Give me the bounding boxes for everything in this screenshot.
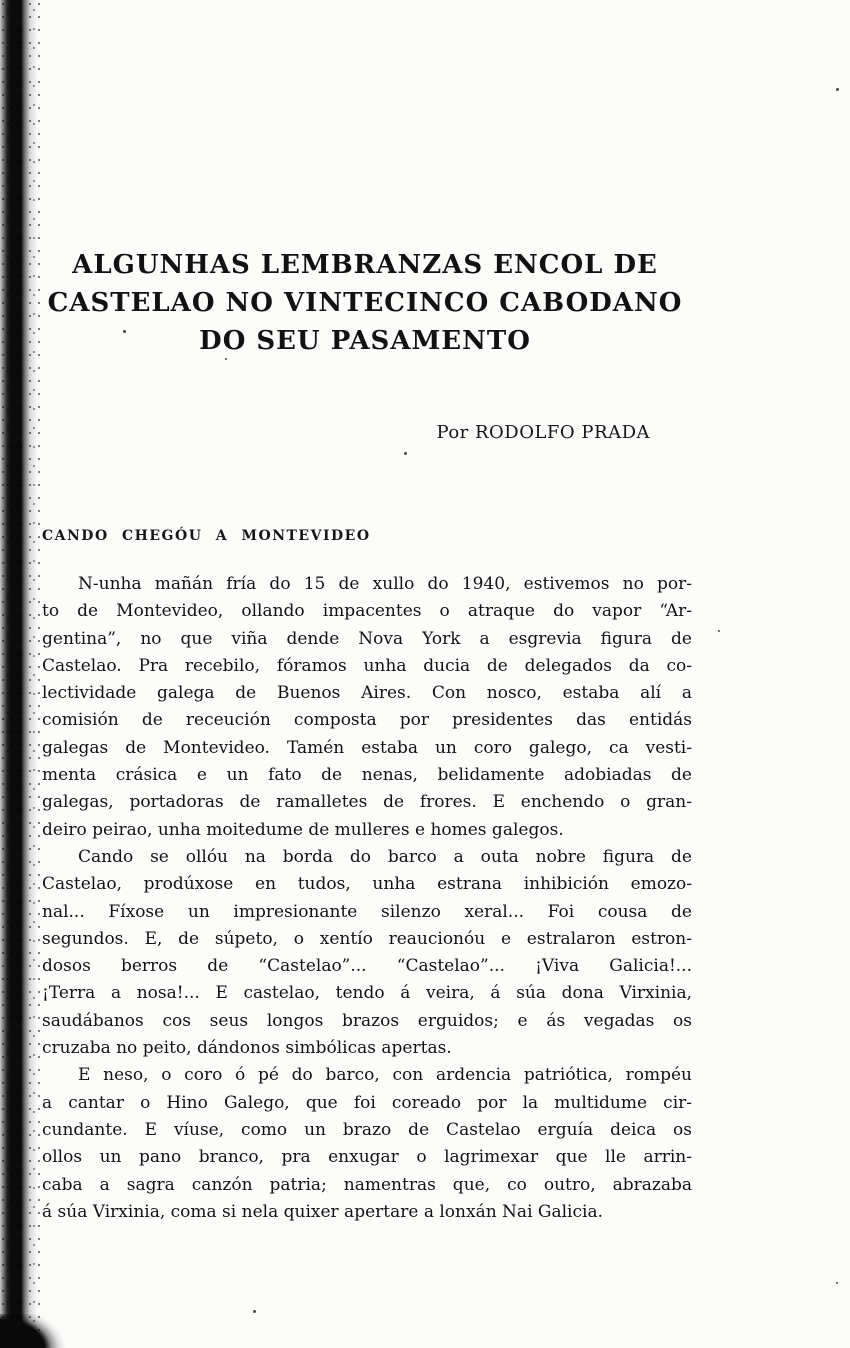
scan-speck [253,1310,256,1313]
text-line: dosos berros de “Castelao”... “Castelao”... ¡Viva Galicia!... [42,956,692,977]
scan-speck [225,358,227,360]
page-corner-shadow [0,1314,86,1348]
text-line: N-unha mañán fría do 15 de xullo do 1940, estivemos no por- [78,574,692,594]
scan-speck [404,452,407,455]
scan-speck [123,330,126,333]
title-line: ALGUNHAS LEMBRANZAS ENCOL DE [72,250,658,280]
byline: Por RODOLFO PRADA [436,422,650,443]
section-heading: CANDO CHEGÓU A MONTEVIDEO [42,528,371,544]
text-line: galegas de Montevideo. Tamén estaba un coro galego, ca vesti- [42,737,692,758]
text-line: á súa Virxinia, coma si nela quixer apertare a lonxán Nai Galicia. [42,1201,603,1222]
text-line: Cando se ollóu na borda do barco a outa nobre figura de [78,846,692,867]
text-line: comisión de receución composta por presidentes das entidás [42,710,692,731]
text-line: a cantar o Hino Galego, que foi coreado por la multidume cir- [42,1092,692,1113]
text-line: cundante. E víuse, como un brazo de Castelao erguía deica os [42,1119,692,1140]
text-line: nal... Fíxose un impresionante silenzo xeral... Foi cousa de [42,901,692,922]
text-line: gentina”, no que viña dende Nova York a esgrevia figura de [42,628,692,649]
scan-speck [836,88,839,91]
binding-shadow [0,0,42,1348]
paragraph [42,844,692,1062]
text-line: ollos un pano branco, pra enxugar o lagrimexar que lle arrin- [42,1147,692,1168]
text-line: E neso, o coro ó pé do barco, con ardencia patriótica, rompéu [78,1065,692,1086]
title-line: DO SEU PASAMENTO [199,326,531,356]
text-line: deiro peirao, unha moitedume de mulleres e homes galegos. [42,819,564,840]
text-line: Castelao, prodúxose en tudos, unha estrana inhibición emozo- [42,874,692,895]
scan-speck [836,1282,838,1284]
text-line: menta crásica e un fato de nenas, belidamente adobiadas de [42,765,692,786]
scan-speck [718,630,720,632]
text-line: caba a sagra canzón patria; namentras que, co outro, abrazaba [42,1174,692,1195]
text-line: segundos. E, de súpeto, o xentío reaucionóu e estralaron estron- [42,928,692,949]
title-line: CASTELAO NO VINTECINCO CABODANO [47,288,683,318]
body-text [42,571,692,1226]
text-line: Castelao. Pra recebilo, fóramos unha ducia de delegados da co- [42,655,692,676]
paragraph [42,571,692,844]
paragraph [42,1062,692,1226]
text-line: saudábanos cos seus longos brazos erguidos; e ás vegadas os [42,1010,692,1031]
text-line: ¡Terra a nosa!... E castelao, tendo á veira, á súa dona Virxinia, [42,983,692,1004]
text-line: to de Montevideo, ollando impacentes o atraque do vapor “Ar- [42,601,692,622]
text-line: galegas, portadoras de ramalletes de frores. E enchendo o gran- [42,792,692,813]
text-line: lectividade galega de Buenos Aires. Con nosco, estaba alí a [42,683,692,704]
text-line: cruzaba no peito, dándonos simbólicas apertas. [42,1038,452,1059]
page-title [20,246,710,360]
